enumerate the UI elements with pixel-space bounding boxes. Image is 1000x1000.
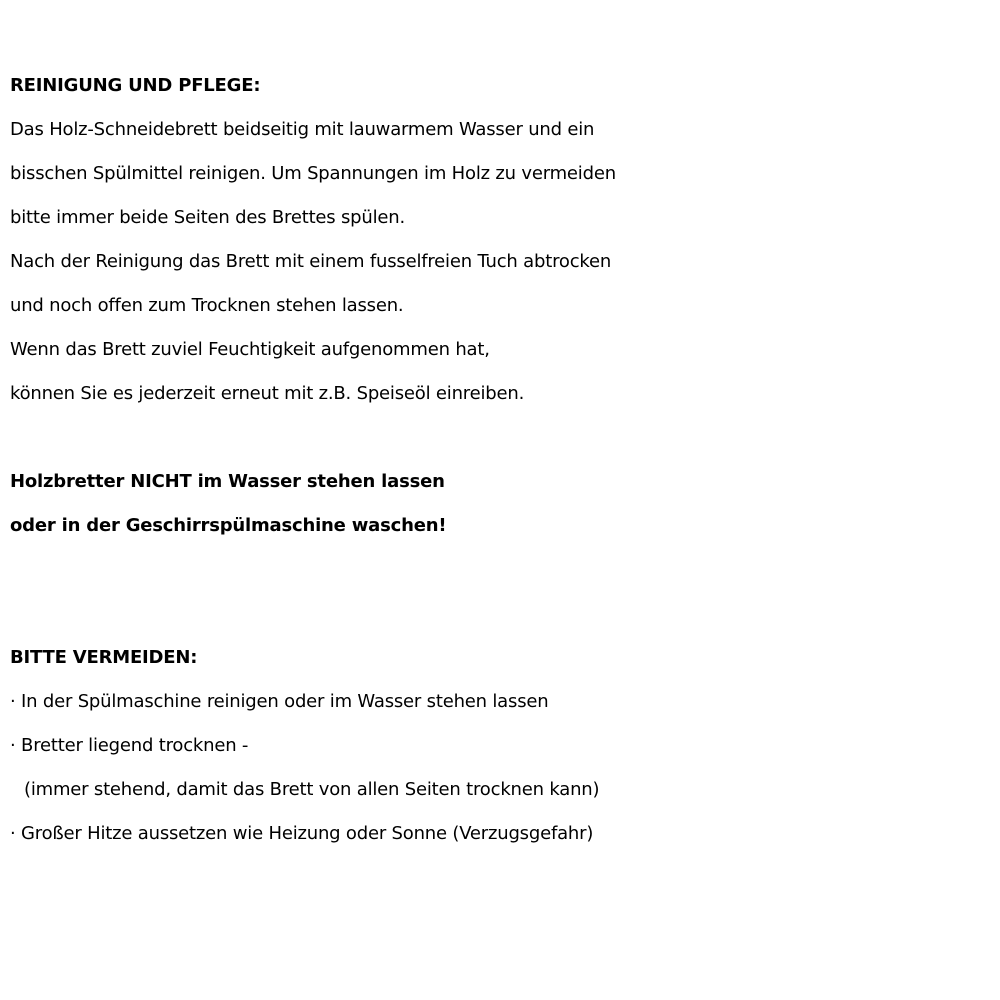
avoid-item-3: · Großer Hitze aussetzen wie Heizung oder Sonne (Verzugsgefahr) — [10, 823, 594, 844]
avoid-heading: BITTE VERMEIDEN: — [10, 647, 198, 668]
warning-line-1: Holzbretter NICHT im Wasser stehen lassen — [10, 471, 445, 492]
avoid-item-2-note: (immer stehend, damit das Brett von allen Seiten trocknen kann) — [24, 779, 600, 800]
care-line-6: Wenn das Brett zuviel Feuchtigkeit aufgenommen hat, — [10, 339, 490, 360]
spacer — [10, 548, 995, 636]
avoid-item-2: · Bretter liegend trocknen - — [10, 735, 249, 756]
spacer — [10, 416, 995, 460]
avoid-item-1: · In der Spülmaschine reinigen oder im Wasser stehen lassen — [10, 691, 549, 712]
care-line-3: bitte immer beide Seiten des Brettes spülen. — [10, 207, 406, 228]
warning-line-2: oder in der Geschirrspülmaschine waschen! — [10, 515, 447, 536]
care-line-7: können Sie es jederzeit erneut mit z.B. Speiseöl einreiben. — [10, 383, 525, 404]
care-line-5: und noch offen zum Trocknen stehen lassen. — [10, 295, 404, 316]
care-heading: REINIGUNG UND PFLEGE: — [10, 75, 261, 96]
care-line-2: bisschen Spülmittel reinigen. Um Spannungen im Holz zu vermeiden — [10, 163, 616, 184]
care-line-4: Nach der Reinigung das Brett mit einem fusselfreien Tuch abtrocken — [10, 251, 612, 272]
care-line-1: Das Holz-Schneidebrett beidseitig mit lauwarmem Wasser und ein — [10, 119, 595, 140]
document-page — [10, 64, 995, 856]
